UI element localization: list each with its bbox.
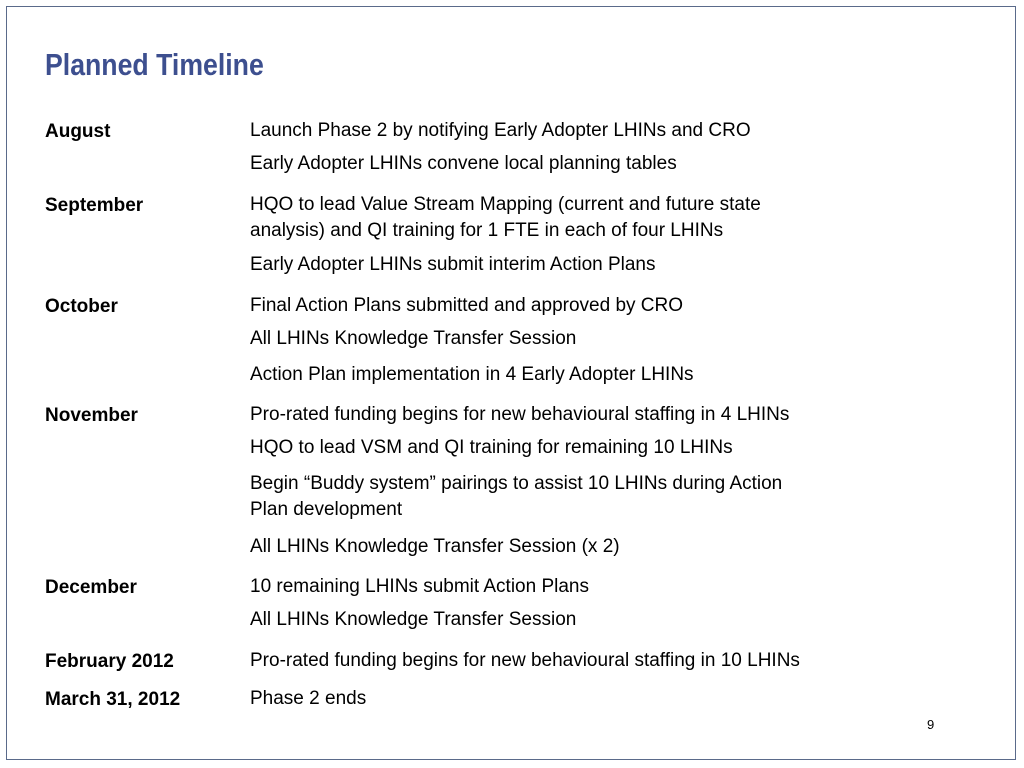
- timeline-item: Early Adopter LHINs convene local planning tables: [250, 153, 677, 174]
- timeline-item: All LHINs Knowledge Transfer Session: [250, 609, 577, 630]
- timeline-item: Early Adopter LHINs submit interim Action Plans: [250, 254, 656, 275]
- month-september: September: [45, 195, 144, 216]
- timeline-item-line: Begin “Buddy system” pairings to assist 10 LHINs during Action: [250, 473, 783, 494]
- month-august: August: [45, 121, 111, 142]
- timeline-item: Pro-rated funding begins for new behavioural staffing in 4 LHINs: [250, 404, 790, 425]
- timeline-item: Launch Phase 2 by notifying Early Adopter LHINs and CRO: [250, 120, 751, 141]
- timeline-item: 10 remaining LHINs submit Action Plans: [250, 576, 589, 597]
- timeline-item: HQO to lead VSM and QI training for remaining 10 LHINs: [250, 437, 733, 458]
- timeline-item-line: Plan development: [250, 499, 403, 520]
- month-february-2012: February 2012: [45, 651, 174, 672]
- timeline-item: All LHINs Knowledge Transfer Session: [250, 328, 577, 349]
- page-number: 9: [927, 717, 935, 732]
- month-december: December: [45, 577, 137, 598]
- month-october: October: [45, 296, 118, 317]
- slide: [6, 6, 1016, 760]
- timeline-item: [250, 192, 761, 244]
- timeline-item: All LHINs Knowledge Transfer Session (x 2): [250, 536, 620, 557]
- timeline-item-line: HQO to lead Value Stream Mapping (current and future state: [250, 194, 761, 215]
- timeline-item-line: analysis) and QI training for 1 FTE in each of four LHINs: [250, 220, 724, 241]
- month-november: November: [45, 405, 138, 426]
- slide-title: Planned Timeline: [45, 47, 264, 82]
- timeline-item: Final Action Plans submitted and approved by CRO: [250, 295, 684, 316]
- timeline-item: Pro-rated funding begins for new behavioural staffing in 10 LHINs: [250, 650, 800, 671]
- timeline-item: Action Plan implementation in 4 Early Adopter LHINs: [250, 364, 694, 385]
- month-march-31-2012: March 31, 2012: [45, 689, 181, 710]
- timeline-item: [250, 471, 782, 523]
- timeline-item: Phase 2 ends: [250, 688, 367, 709]
